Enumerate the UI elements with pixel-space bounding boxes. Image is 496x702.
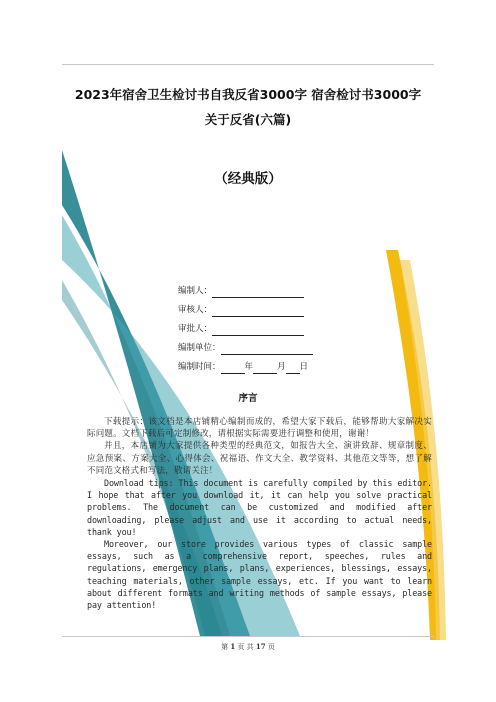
form-fields: [178, 282, 398, 377]
field-reviewer: [178, 301, 398, 320]
field-editor: [178, 282, 398, 301]
field-month-label: 月: [277, 362, 286, 372]
field-approver-line: [212, 322, 304, 336]
page-footer: [60, 642, 436, 652]
page-bottom-rule: [62, 636, 434, 637]
field-approver-label: 审批人：: [178, 324, 213, 334]
preface-body: [87, 416, 432, 611]
field-time: [178, 358, 398, 377]
field-reviewer-label: 审核人：: [178, 305, 213, 315]
document-title-line-2: 关于反省(六篇): [204, 112, 292, 127]
field-approver: [178, 320, 398, 339]
edition-label: （经典版）: [214, 171, 282, 187]
paragraph-store-intro-en: Moreover, our store provides various types of classic sample essays, such as a comprehensive report, speeches, rules and regulations, emergency plans, plans, experiences, blessings, essays, teaching materials, other sample essays, etc. If you want to learn about different formats and writing methods of sample essays, please pay attention!: [87, 539, 432, 611]
field-day-line: [286, 360, 300, 374]
field-unit: [178, 339, 398, 358]
paragraph-download-tip-cn: 下载提示：该文档是本店铺精心编制而成的，希望大家下载后，能够帮助大家解决实际问题。文档下载后可定制修改，请根据实际需要进行调整和使用，谢谢！: [87, 417, 432, 440]
paragraph-download-tip-en: Download tips: This document is carefully compiled by this editor. I hope that after you download it, it can help you solve practical problems. The document can be customized and modified after downloading, please adjust and use it according to actual needs, thank you!: [87, 478, 432, 537]
field-editor-label: 编制人：: [178, 286, 213, 296]
field-editor-line: [212, 284, 304, 298]
field-unit-line: [221, 341, 313, 355]
preface-heading: 序言: [238, 393, 258, 404]
footer-total-pages: 17: [255, 642, 266, 651]
footer-page-number: 1: [230, 642, 236, 651]
footer-prefix: 第: [221, 643, 229, 651]
field-time-label: 编制时间：: [178, 362, 221, 372]
footer-mid: 页 共: [237, 643, 254, 651]
field-reviewer-line: [212, 303, 304, 317]
field-year-line: [221, 360, 245, 374]
field-year-label: 年: [244, 362, 254, 372]
field-day-label: 日: [299, 362, 309, 372]
field-month-line: [253, 360, 277, 374]
page-top-rule: [62, 64, 434, 65]
paragraph-store-intro-cn: 并且，本店铺为大家提供各种类型的经典范文，如报告大全、演讲致辞、规章制度、应急预案、方案大全、心得体会、祝福语、作文大全、教学资料、其他范文等等，想了解不同范文格式和写法，敬请关注！: [87, 441, 432, 476]
field-unit-label: 编制单位：: [178, 343, 221, 353]
document-title-line-1: 2023年宿舍卫生检讨书自我反省3000字 宿舍检讨书3000字: [74, 87, 422, 102]
footer-suffix: 页: [267, 643, 275, 651]
